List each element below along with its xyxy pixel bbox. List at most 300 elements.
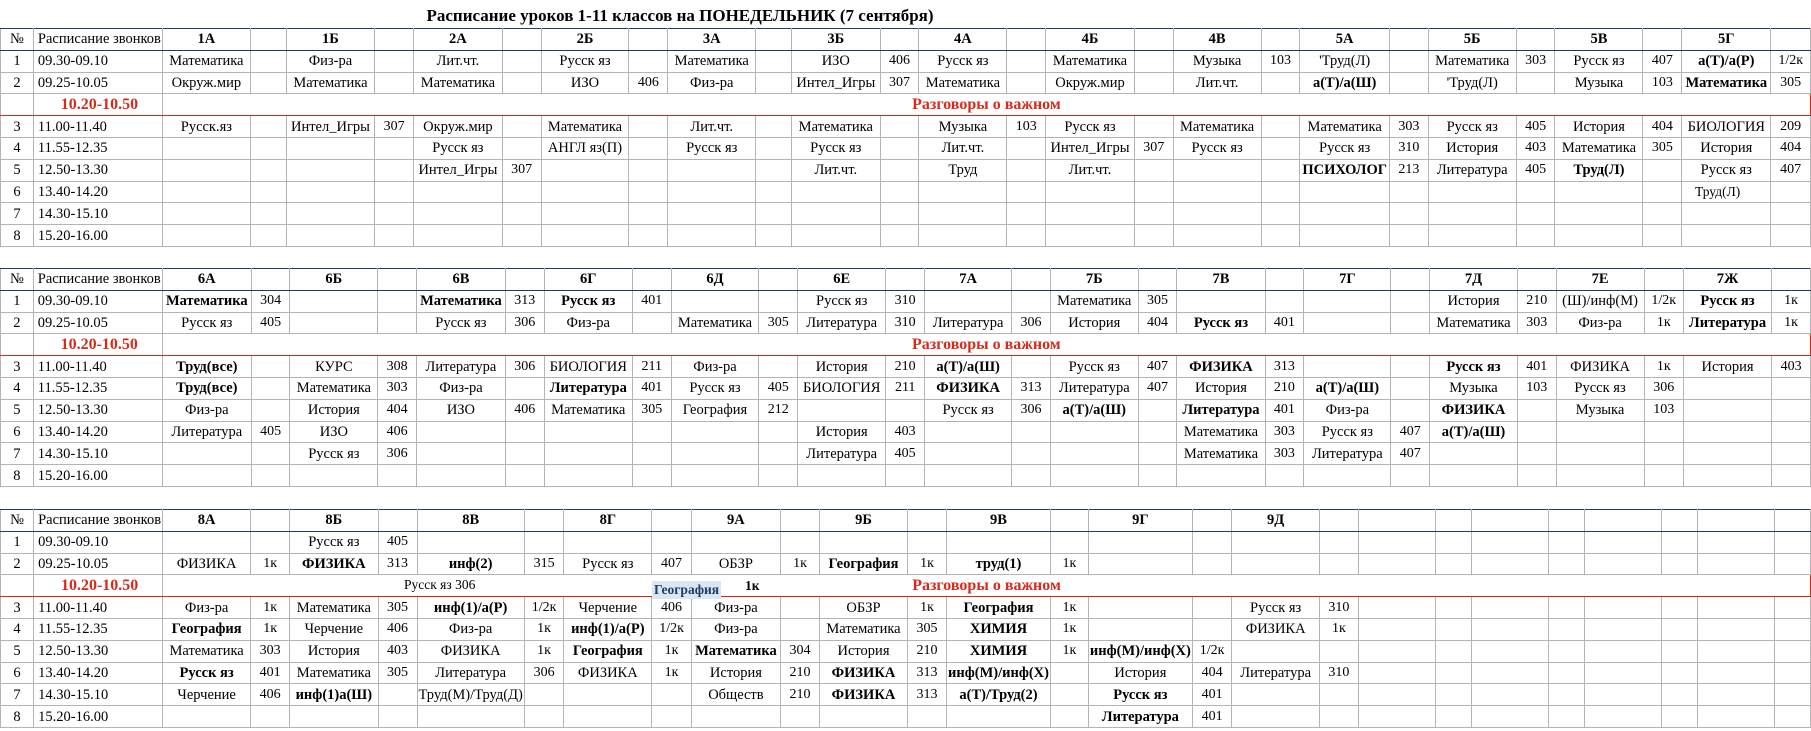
room-cell: 209 — [1771, 116, 1811, 138]
subject-cell — [1050, 465, 1138, 487]
room-cell: 407 — [1138, 377, 1177, 399]
subject-cell: История — [290, 399, 378, 421]
class-header: 8Б — [290, 510, 378, 532]
room-cell — [886, 465, 925, 487]
lesson-number: 6 — [1, 181, 34, 203]
room-cell — [1643, 225, 1682, 247]
room-cell: 405 — [251, 312, 290, 334]
room-cell — [1389, 181, 1428, 203]
subject-cell — [163, 531, 251, 553]
room-cell: 1к — [652, 640, 692, 662]
subject-cell: Окруж.мир — [1046, 72, 1135, 94]
subject-cell: Труд(все) — [162, 356, 251, 378]
room-cell — [1138, 443, 1177, 465]
subject-cell — [416, 465, 505, 487]
subject-cell — [671, 443, 759, 465]
room-cell — [1661, 553, 1697, 575]
room-cell — [1643, 181, 1682, 203]
room-cell: 210 — [781, 662, 820, 684]
room-cell: 1к — [251, 618, 290, 640]
subject-cell: Русск яз — [791, 137, 880, 159]
subject-cell: ОБЗР — [691, 553, 780, 575]
subject-cell — [671, 465, 759, 487]
class-header: 6Д — [671, 269, 759, 291]
room-cell: 310 — [886, 312, 925, 334]
class-header — [1192, 510, 1232, 532]
schedule-block — [0, 28, 1811, 247]
floating-note-room: 1к — [745, 578, 760, 593]
subject-cell: Музыка — [1430, 377, 1518, 399]
subject-cell: Русск яз — [671, 377, 759, 399]
subject-cell — [544, 465, 632, 487]
subject-cell: а(Т)/Труд(2) — [947, 684, 1051, 706]
lesson-time: 09.25-10.05 — [33, 72, 162, 94]
room-cell — [880, 225, 919, 247]
room-cell: 103 — [1261, 50, 1300, 72]
subject-cell: Русск яз — [1555, 50, 1643, 72]
subject-cell: ИЗО — [541, 72, 629, 94]
room-cell: 103 — [1644, 399, 1683, 421]
class-header — [1134, 29, 1173, 51]
room-cell — [1389, 203, 1428, 225]
subject-cell — [1300, 225, 1390, 247]
subject-cell: а(Т)/а(Ш) — [1430, 421, 1518, 443]
room-cell — [1007, 225, 1046, 247]
room-cell — [1643, 203, 1682, 225]
room-cell — [1644, 443, 1683, 465]
room-cell: 103 — [1517, 377, 1556, 399]
room-cell: 307 — [880, 72, 919, 94]
subject-cell — [668, 181, 756, 203]
subject-cell — [1232, 553, 1320, 575]
subject-cell: ИЗО — [290, 421, 378, 443]
room-cell: 310 — [1319, 597, 1358, 619]
room-cell: 403 — [886, 421, 925, 443]
lesson-time: 15.20-16.00 — [33, 225, 162, 247]
class-header: 3Б — [791, 29, 880, 51]
room-cell — [781, 706, 820, 728]
subject-cell: Математика — [1430, 312, 1518, 334]
room-cell — [1192, 553, 1232, 575]
room-cell: 310 — [1389, 137, 1428, 159]
number-header: № — [1, 269, 34, 291]
subject-cell: 'Труд(Л) — [1300, 50, 1390, 72]
class-header — [1771, 29, 1811, 51]
class-header — [1138, 269, 1177, 291]
lesson-number: 4 — [1, 137, 34, 159]
subject-cell: Физ-ра — [162, 399, 251, 421]
room-cell — [1007, 181, 1046, 203]
subject-cell: Русск яз — [414, 137, 503, 159]
class-header — [524, 510, 564, 532]
room-cell — [378, 684, 417, 706]
lesson-row — [1, 116, 1811, 138]
lesson-time: 11.55-12.35 — [33, 377, 162, 399]
subject-cell: Интел_Игры — [414, 159, 503, 181]
subject-cell — [286, 181, 375, 203]
class-header — [1548, 510, 1584, 532]
room-cell — [524, 684, 564, 706]
room-cell: 303 — [1265, 443, 1304, 465]
subject-cell — [286, 225, 375, 247]
room-cell — [1007, 72, 1046, 94]
room-cell — [756, 159, 792, 181]
subject-cell — [286, 203, 375, 225]
subject-cell: География — [819, 553, 907, 575]
subject-cell: Музыка — [1173, 50, 1261, 72]
subject-cell: Литература — [798, 312, 886, 334]
subject-cell — [1088, 531, 1192, 553]
subject-cell — [162, 137, 250, 159]
room-cell — [251, 356, 290, 378]
class-header — [1643, 29, 1682, 51]
subject-cell: Литература — [798, 443, 886, 465]
subject-cell: Интел_Игры — [791, 72, 880, 94]
class-header — [1471, 510, 1548, 532]
lesson-time: 11.00-11.40 — [33, 356, 162, 378]
room-cell — [1661, 662, 1697, 684]
room-cell — [1138, 421, 1177, 443]
subject-cell: ОБЗР — [819, 597, 907, 619]
subject-cell — [1584, 597, 1661, 619]
room-cell — [759, 290, 798, 312]
room-cell — [1319, 684, 1358, 706]
room-cell: 307 — [1134, 137, 1173, 159]
subject-cell — [417, 706, 524, 728]
lesson-number: 2 — [1, 72, 34, 94]
lesson-row — [1, 443, 1811, 465]
room-cell: 310 — [1319, 662, 1358, 684]
room-cell: 305 — [908, 618, 947, 640]
room-cell — [1771, 225, 1811, 247]
room-cell: 1к — [251, 553, 290, 575]
room-cell — [505, 421, 544, 443]
room-cell — [652, 684, 692, 706]
subject-cell: Физ-ра — [1556, 312, 1644, 334]
subject-cell: Математика — [1428, 50, 1516, 72]
room-cell — [1435, 531, 1471, 553]
room-cell — [1435, 684, 1471, 706]
subject-cell: Русск яз — [1428, 116, 1516, 138]
room-cell — [1261, 225, 1300, 247]
class-header: 7Д — [1430, 269, 1518, 291]
subject-cell: Математика — [162, 50, 250, 72]
class-header — [1772, 269, 1811, 291]
subject-cell — [1556, 465, 1644, 487]
break-number-cell — [1, 94, 34, 116]
room-cell: 306 — [1012, 399, 1051, 421]
subject-cell — [1232, 531, 1320, 553]
room-cell — [632, 443, 671, 465]
room-cell — [1772, 377, 1811, 399]
subject-cell — [1584, 706, 1661, 728]
subject-cell: Труд(М)/Труд(Д) — [417, 684, 524, 706]
subject-cell: ПСИХОЛОГ — [1300, 159, 1390, 181]
class-header — [1007, 29, 1046, 51]
subject-cell — [162, 443, 251, 465]
room-cell — [632, 312, 671, 334]
room-cell: 1/2к — [1771, 50, 1811, 72]
subject-cell: Физ-ра — [1304, 399, 1391, 421]
subject-cell — [1358, 640, 1435, 662]
room-cell — [1012, 356, 1051, 378]
room-cell — [1516, 203, 1555, 225]
class-header: 7Е — [1556, 269, 1644, 291]
subject-cell — [798, 399, 886, 421]
room-cell — [1548, 553, 1584, 575]
subject-cell — [1428, 203, 1516, 225]
subject-cell: История — [1050, 312, 1138, 334]
room-cell — [1435, 640, 1471, 662]
room-cell: 401 — [1192, 706, 1232, 728]
room-cell: 1к — [1050, 640, 1088, 662]
room-cell — [1391, 377, 1430, 399]
room-cell — [629, 181, 668, 203]
room-cell — [1261, 181, 1300, 203]
room-cell — [250, 181, 286, 203]
room-cell — [1007, 50, 1046, 72]
class-header — [632, 269, 671, 291]
room-cell: 1к — [652, 662, 692, 684]
room-cell — [1774, 706, 1810, 728]
subject-cell — [1697, 553, 1774, 575]
class-header: 8В — [417, 510, 524, 532]
subject-cell: Русск яз — [924, 399, 1011, 421]
room-cell — [1389, 50, 1428, 72]
subject-cell: БИОЛОГИЯ — [544, 356, 632, 378]
class-header — [378, 269, 417, 291]
lesson-number: 1 — [1, 531, 34, 553]
subject-cell: История — [798, 356, 886, 378]
room-cell — [1261, 116, 1300, 138]
room-cell — [378, 290, 417, 312]
lesson-row — [1, 312, 1811, 334]
subject-cell — [1683, 421, 1771, 443]
subject-cell — [1428, 181, 1516, 203]
room-cell — [759, 465, 798, 487]
room-cell: 308 — [378, 356, 417, 378]
subject-cell — [544, 443, 632, 465]
room-cell: 303 — [1517, 312, 1556, 334]
subject-cell — [1682, 203, 1771, 225]
subject-cell: Математика — [544, 399, 632, 421]
subject-cell — [1471, 662, 1548, 684]
room-cell: 406 — [505, 399, 544, 421]
subject-cell — [414, 225, 503, 247]
room-cell — [1265, 290, 1304, 312]
class-header — [1774, 510, 1810, 532]
lesson-time: 12.50-13.30 — [33, 159, 162, 181]
room-cell: 405 — [759, 377, 798, 399]
room-cell: 313 — [908, 662, 947, 684]
room-cell — [1435, 553, 1471, 575]
room-cell — [1661, 640, 1697, 662]
room-cell: 304 — [251, 290, 290, 312]
room-cell: 303 — [1389, 116, 1428, 138]
subject-cell — [919, 181, 1007, 203]
room-cell: 404 — [378, 399, 417, 421]
room-cell — [1261, 137, 1300, 159]
room-cell: 303 — [378, 377, 417, 399]
room-cell — [652, 706, 692, 728]
subject-cell: БИОЛОГИЯ — [1682, 116, 1771, 138]
class-header: 7Б — [1050, 269, 1138, 291]
room-cell: 404 — [1192, 662, 1232, 684]
subject-cell: Физ-ра — [691, 618, 780, 640]
room-cell — [1772, 399, 1811, 421]
room-cell: 210 — [886, 356, 925, 378]
room-cell — [1265, 465, 1304, 487]
subject-cell: ФИЗИКА — [819, 684, 907, 706]
room-cell — [1050, 531, 1088, 553]
subject-cell: Интел_Игры — [286, 116, 375, 138]
room-cell — [1134, 203, 1173, 225]
room-cell: 303 — [1516, 50, 1555, 72]
subject-cell: География — [671, 399, 759, 421]
lesson-time: 12.50-13.30 — [34, 640, 163, 662]
lesson-number: 5 — [1, 159, 34, 181]
subject-cell — [541, 181, 629, 203]
room-cell — [908, 531, 947, 553]
subject-cell: КУРС — [290, 356, 378, 378]
subject-cell: Физ-ра — [417, 618, 524, 640]
room-cell: 405 — [1516, 116, 1555, 138]
subject-cell: Математика — [541, 116, 629, 138]
break-time: 10.20-10.50 — [33, 94, 162, 116]
room-cell — [375, 225, 414, 247]
subject-cell: (Ш)/инф(М) — [1556, 290, 1644, 312]
lesson-number: 8 — [1, 225, 34, 247]
room-cell — [251, 465, 290, 487]
subject-cell: Черчение — [564, 597, 652, 619]
class-header — [505, 269, 544, 291]
room-cell — [1548, 684, 1584, 706]
room-cell — [1516, 72, 1555, 94]
subject-cell: Физ-ра — [691, 597, 780, 619]
subject-cell — [1697, 684, 1774, 706]
room-cell: 305 — [378, 662, 417, 684]
subject-cell — [1358, 618, 1435, 640]
room-cell — [1319, 640, 1358, 662]
subject-cell — [541, 159, 629, 181]
room-cell — [1435, 618, 1471, 640]
subject-cell — [819, 706, 907, 728]
subject-cell: Русск яз — [1050, 356, 1138, 378]
subject-cell: а(Т)/а(Ш) — [1304, 377, 1391, 399]
room-cell — [375, 203, 414, 225]
room-cell — [524, 531, 564, 553]
lesson-row — [1, 225, 1811, 247]
class-header — [652, 510, 692, 532]
page-title: Расписание уроков 1-11 классов на ПОНЕДЕЛЬНИК (7 сентября) — [426, 6, 934, 25]
subject-cell — [1304, 312, 1391, 334]
subject-cell — [1300, 181, 1390, 203]
room-cell — [629, 137, 668, 159]
subject-cell: Русск яз — [163, 662, 251, 684]
floating-note: Русск яз 306 — [404, 577, 476, 592]
class-header: 6А — [162, 269, 251, 291]
subject-cell: Интел_Игры — [1046, 137, 1135, 159]
room-cell — [1012, 465, 1051, 487]
subject-cell: Литература — [1088, 706, 1192, 728]
subject-cell — [290, 290, 378, 312]
room-cell — [375, 72, 414, 94]
class-header: 8Г — [564, 510, 652, 532]
class-header — [1644, 269, 1683, 291]
room-cell: 1к — [524, 618, 564, 640]
subject-cell: Физ-ра — [416, 377, 505, 399]
lesson-row — [1, 159, 1811, 181]
room-cell — [632, 421, 671, 443]
subject-cell: Русск яз — [1430, 356, 1518, 378]
subject-cell: Физ-ра — [286, 50, 375, 72]
subject-cell — [1471, 597, 1548, 619]
room-cell: 407 — [1643, 50, 1682, 72]
room-cell — [250, 225, 286, 247]
room-cell — [1661, 706, 1697, 728]
lesson-number: 6 — [1, 421, 34, 443]
subject-cell: Математика — [1555, 137, 1643, 159]
room-cell — [1319, 553, 1358, 575]
subject-cell: Математика — [416, 290, 505, 312]
room-cell — [1012, 443, 1051, 465]
subject-cell — [1683, 377, 1771, 399]
subject-cell: Русск яз — [1683, 290, 1771, 312]
lesson-time: 15.20-16.00 — [34, 706, 163, 728]
subject-cell — [1358, 662, 1435, 684]
class-header — [251, 269, 290, 291]
break-time: 10.20-10.50 — [33, 334, 162, 356]
subject-cell: Обществ — [691, 684, 780, 706]
break-label: Разговоры о важном — [163, 575, 1811, 597]
subject-cell: инф(М)/инф(Х) — [947, 662, 1051, 684]
subject-cell — [564, 531, 652, 553]
room-cell — [1192, 618, 1232, 640]
class-header: 9Б — [819, 510, 907, 532]
subject-cell — [1088, 618, 1192, 640]
subject-cell: Русск яз — [1300, 137, 1390, 159]
room-cell — [1134, 72, 1173, 94]
room-cell: 1/2к — [652, 618, 692, 640]
subject-cell — [1088, 597, 1192, 619]
subject-cell: Лит.чт. — [414, 50, 503, 72]
room-cell — [1391, 312, 1430, 334]
subject-cell — [947, 531, 1051, 553]
room-cell — [250, 137, 286, 159]
subject-cell — [162, 465, 251, 487]
room-cell — [251, 531, 290, 553]
room-cell — [1134, 181, 1173, 203]
subject-cell: а(Т)/а(Ш) — [924, 356, 1011, 378]
room-cell: 1/2к — [1192, 640, 1232, 662]
room-cell: 403 — [1516, 137, 1555, 159]
subject-cell: Литература — [1050, 377, 1138, 399]
room-cell: 305 — [1138, 290, 1177, 312]
room-cell — [1661, 531, 1697, 553]
subject-cell — [1555, 181, 1643, 203]
subject-cell — [1555, 203, 1643, 225]
subject-cell — [162, 225, 250, 247]
room-cell — [1192, 597, 1232, 619]
subject-cell — [417, 531, 524, 553]
room-cell — [1774, 553, 1810, 575]
lesson-row — [1, 377, 1811, 399]
room-cell — [629, 159, 668, 181]
room-cell — [632, 465, 671, 487]
lesson-time: 09.30-09.10 — [33, 50, 162, 72]
subject-cell — [1683, 399, 1771, 421]
room-cell — [502, 203, 541, 225]
